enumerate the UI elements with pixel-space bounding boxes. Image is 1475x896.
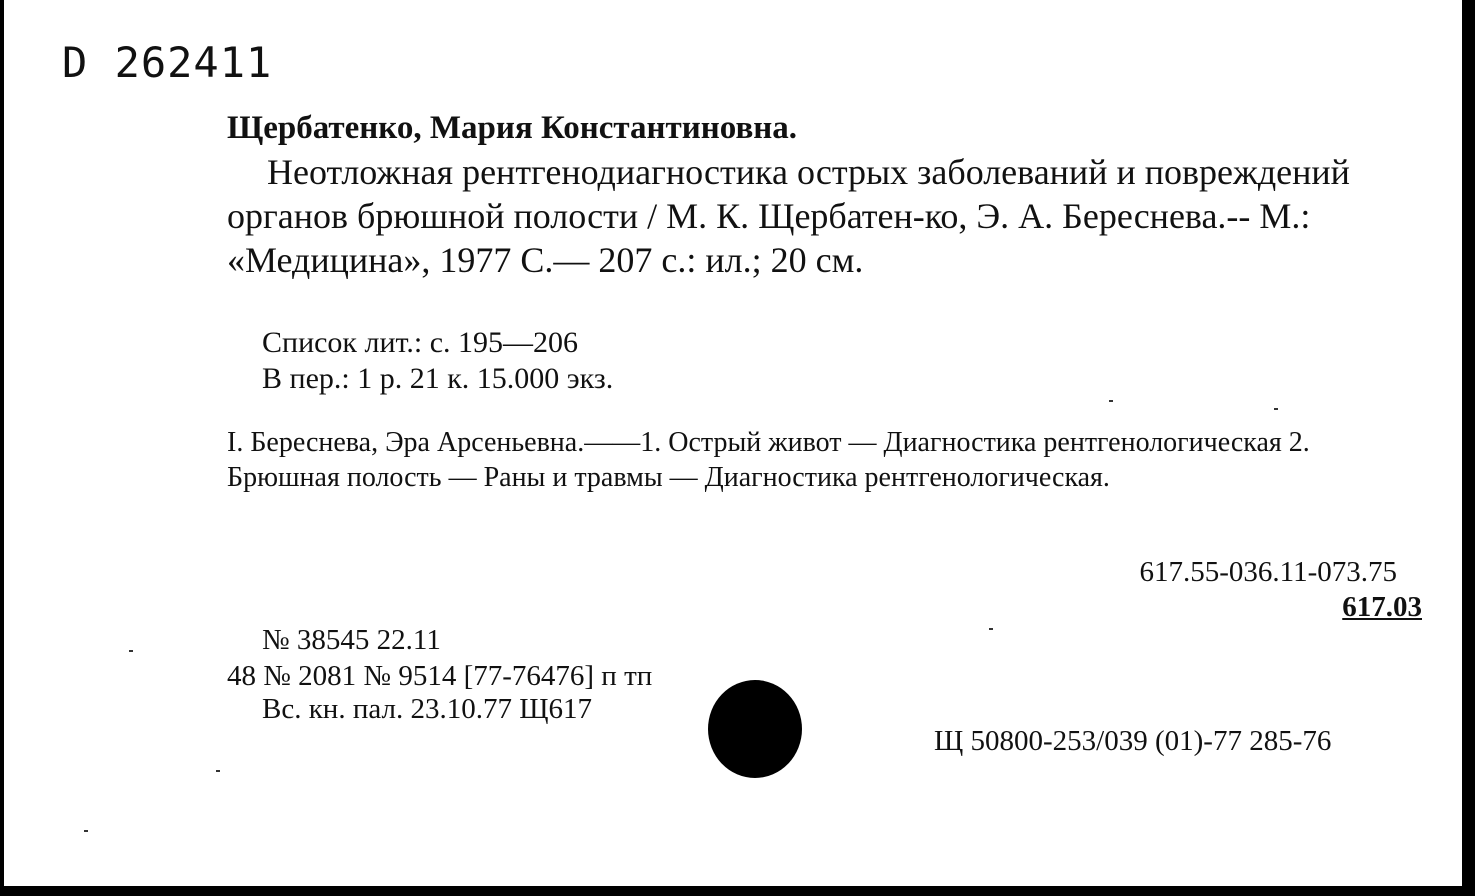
speck <box>129 650 133 652</box>
subject-headings: I. Береснева, Эра Арсеньевна.——1. Острый живот — Диагностика рентгенологическая 2. Брюшная полость — Раны и травмы — Диагностика рентгенологическая. <box>227 427 1310 493</box>
speck <box>216 770 220 772</box>
speck <box>1109 400 1113 402</box>
speck <box>84 830 88 832</box>
udc-secondary: 617.03 <box>1342 591 1422 623</box>
price-note: В пер.: 1 р. 21 к. 15.000 экз. <box>262 362 614 395</box>
ink-blot <box>708 680 802 778</box>
record-number: № 38545 22.11 <box>262 624 441 656</box>
udc-code: 617.55-036.11-073.75 <box>1139 556 1397 588</box>
bibliography-note: Список лит.: с. 195—206 <box>262 326 579 359</box>
catalog-number: D 262411 <box>62 38 273 87</box>
title-text: Неотложная рентгенодиагностика острых заболеваний и повреждений органов брюшной полости / М. К. Щербатен-ко, Э. А. Береснева.-- М.: «Медицина», 1977 С.— 207 с.: ил.; 20 см. <box>227 152 1350 280</box>
chamber-line: Вс. кн. пал. 23.10.77 Щ617 <box>262 693 592 725</box>
author-heading: Щербатенко, Мария Константиновна. <box>227 110 798 146</box>
title-block <box>227 150 1397 282</box>
catalog-card <box>4 0 1462 886</box>
order-line: 48 № 2081 № 9514 [77-76476] п тп <box>227 660 653 692</box>
speck <box>1274 408 1278 410</box>
speck <box>989 628 993 630</box>
code-line: Щ 50800-253/039 (01)-77 285-76 <box>934 725 1332 757</box>
